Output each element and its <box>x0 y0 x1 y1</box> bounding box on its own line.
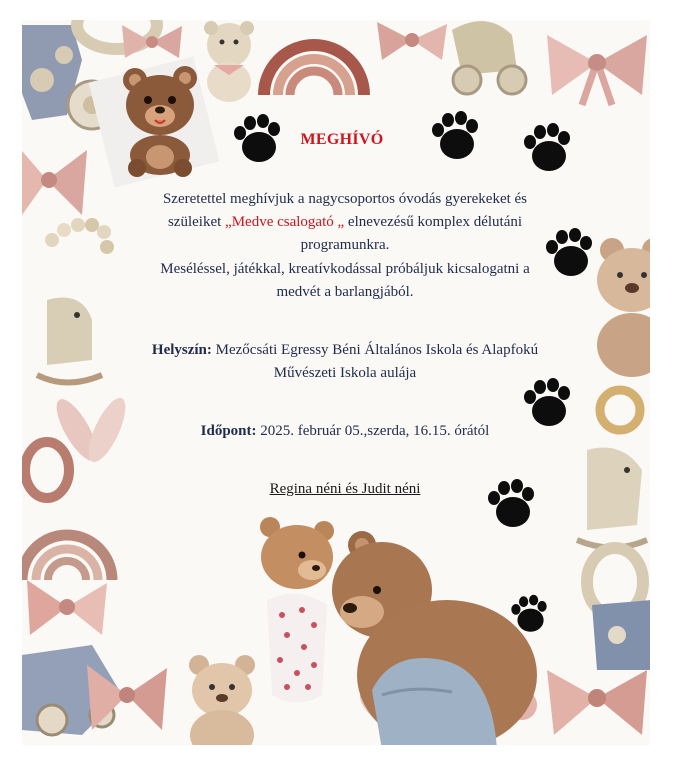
rocking-horse-icon <box>432 20 542 110</box>
location-label: Helyszín: <box>151 342 212 358</box>
teether-ring-icon <box>590 380 650 440</box>
bear-paw-print-icon <box>232 113 282 165</box>
invitation-paragraph <box>140 188 550 257</box>
teether-ring-icon <box>22 435 77 505</box>
time-label: Időpont: <box>200 423 257 439</box>
invitation-title: MEGHÍVÓ <box>300 131 384 148</box>
paragraph-text: elnevezésű komplex délutáni programunkra. <box>300 214 523 253</box>
time-value: 2025. február 05.,szerda, 16.15. órától <box>260 423 490 439</box>
location-value: Mezőcsáti Egressy Béni Általános Iskola és Alapfokú Művészeti Iskola aulája <box>215 342 539 381</box>
cub-bear-icon <box>242 515 352 715</box>
bear-paw-print-icon <box>522 122 572 174</box>
signature: Regina néni és Judit néni <box>269 481 421 497</box>
event-name: „Medve csalogató „ <box>225 214 345 230</box>
bead-string-icon <box>42 210 112 290</box>
bow-icon <box>542 25 650 105</box>
bow-icon <box>117 20 187 65</box>
bow-icon <box>542 660 650 745</box>
rocking-horse-icon <box>567 440 650 550</box>
bear-paw-print-icon <box>544 227 594 279</box>
bow-icon <box>82 660 172 740</box>
paragraph-text: Szeretettel meghívjuk a nagycsoportos óvodás gyerekeket és szüleiket <box>162 191 528 230</box>
activities-paragraph: Meséléssel, játékkal, kreatívkodással próbáljuk kicsalogatni a medvét a barlangjából. <box>160 261 530 300</box>
invitation-card <box>22 20 650 745</box>
rainbow-toy-icon <box>254 20 374 100</box>
rainbow-toy-icon <box>22 500 122 585</box>
location-line <box>140 339 550 385</box>
rocking-horse-icon <box>22 280 112 390</box>
time-line <box>140 420 550 443</box>
bear-paw-print-icon <box>504 594 554 634</box>
bear-paw-print-icon <box>430 110 480 162</box>
